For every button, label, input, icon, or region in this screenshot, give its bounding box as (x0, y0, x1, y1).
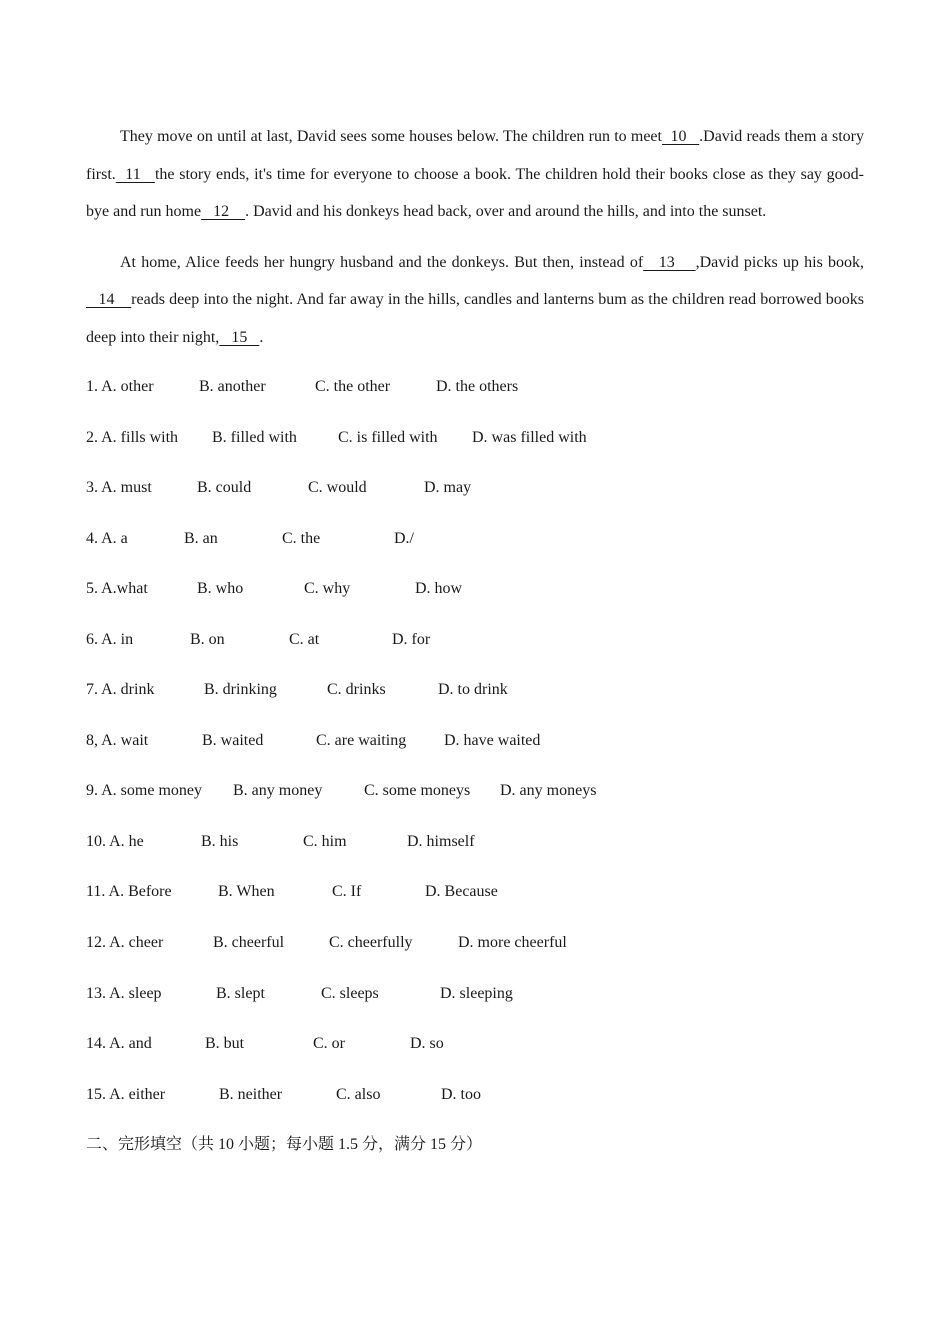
option-d: D. too (441, 1085, 481, 1103)
blank-15: 15 (219, 328, 260, 346)
option-d: D. so (410, 1035, 444, 1053)
question-row (86, 975, 864, 1026)
option-d: D./ (394, 529, 414, 547)
option-a: 14. A. and (86, 1035, 152, 1053)
option-b: B. filled with (212, 428, 297, 446)
option-b: B. cheerful (213, 934, 285, 952)
question-row (86, 520, 864, 571)
option-d: D. to drink (438, 681, 508, 699)
option-b: B. neither (219, 1085, 283, 1103)
question-row (86, 1025, 864, 1076)
question-row (86, 823, 864, 874)
question-row (86, 368, 864, 419)
blank-11: 11 (115, 165, 155, 183)
option-b: B. who (197, 580, 244, 598)
question-options-list (86, 368, 864, 1126)
option-b: B. any money (233, 782, 323, 800)
option-a: 3. A. must (86, 479, 152, 497)
option-a: 4. A. a (86, 529, 128, 547)
passage-text: .David reads them a story first. (86, 128, 865, 183)
option-c: C. why (304, 580, 351, 598)
option-d: D. sleeping (440, 984, 513, 1002)
option-b: B. drinking (204, 681, 277, 699)
passage-paragraph-2 (86, 244, 864, 357)
question-row (86, 924, 864, 975)
option-c: C. are waiting (316, 731, 407, 749)
option-d: D. how (415, 580, 463, 598)
passage-paragraph-1 (86, 118, 864, 231)
option-a: 10. A. he (86, 832, 144, 850)
option-c: C. or (313, 1035, 345, 1053)
passage-text: They move on until at last, David sees some houses below. The children run to meet (120, 128, 662, 145)
option-b: B. his (201, 832, 239, 850)
option-c: C. cheerfully (329, 934, 413, 952)
option-a: 6. A. in (86, 630, 134, 648)
option-d: D. was filled with (472, 428, 587, 446)
option-c: C. at (289, 630, 320, 648)
document-page (86, 118, 864, 1164)
question-row (86, 1076, 864, 1127)
question-row (86, 570, 864, 621)
option-c: C. drinks (327, 681, 386, 699)
option-d: D. himself (407, 832, 475, 850)
option-c: C. would (308, 479, 367, 497)
option-a: 2. A. fills with (86, 428, 179, 446)
blank-13: 13 (643, 253, 696, 271)
option-a: 7. A. drink (86, 681, 155, 699)
passage-text: the story ends, it's time for everyone to choose a book. The children hold their books close as they say good-bye and run home (86, 165, 865, 220)
option-d: D. may (424, 479, 472, 497)
option-d: D. the others (436, 378, 519, 395)
passage-text: reads deep into the night. And far away in the hills, candles and lanterns bum as the children read borrowed books deep into their night, (86, 291, 865, 346)
option-a: 15. A. either (86, 1085, 166, 1103)
passage-text: At home, Alice feeds her hungry husband and the donkeys. But then, instead of (120, 253, 644, 271)
option-a: 9. A. some money (86, 782, 202, 800)
option-c: C. is filled with (338, 428, 438, 446)
question-row (86, 419, 864, 470)
option-d: D. Because (425, 883, 498, 901)
option-c: C. sleeps (321, 984, 379, 1002)
option-b: B. on (190, 630, 225, 648)
option-b: B. slept (216, 984, 265, 1002)
question-row (86, 621, 864, 672)
option-d: D. have waited (444, 731, 541, 749)
option-c: C. some moneys (364, 782, 471, 800)
option-b: B. an (184, 529, 218, 547)
passage-text: . (259, 328, 264, 346)
option-b: B. waited (202, 731, 264, 749)
option-c: C. the other (315, 378, 391, 395)
option-a: 1. A. other (86, 378, 154, 395)
question-row (86, 772, 864, 823)
option-c: C. the (282, 529, 321, 547)
option-d: D. for (392, 630, 431, 648)
question-row (86, 873, 864, 924)
question-row (86, 469, 864, 520)
blank-10: 10 (661, 128, 700, 145)
option-a: 12. A. cheer (86, 934, 164, 952)
question-row (86, 671, 864, 722)
option-a: 11. A. Before (86, 883, 172, 901)
option-c: C. him (303, 832, 347, 850)
option-c: C. also (336, 1085, 381, 1103)
passage-text: . David and his donkeys head back, over and around the hills, and into the sunset. (245, 203, 767, 220)
option-b: B. could (197, 479, 252, 497)
option-a: 13. A. sleep (86, 984, 162, 1002)
passage-text: ,David picks up his book, (695, 253, 865, 271)
blank-12: 12 (201, 203, 246, 220)
option-a: 5. A.what (86, 580, 148, 598)
option-d: D. more cheerful (458, 934, 567, 952)
blank-14: 14 (86, 291, 132, 308)
option-d: D. any moneys (500, 782, 597, 800)
section-heading: 二、完形填空（共 10 小题；每小题 1.5 分，满分 15 分） (86, 1136, 483, 1154)
option-b: B. but (205, 1035, 245, 1053)
option-b: B. another (199, 378, 266, 395)
option-b: B. When (218, 883, 275, 901)
option-c: C. If (332, 883, 362, 901)
question-row (86, 722, 864, 773)
option-a: 8, A. wait (86, 731, 149, 749)
